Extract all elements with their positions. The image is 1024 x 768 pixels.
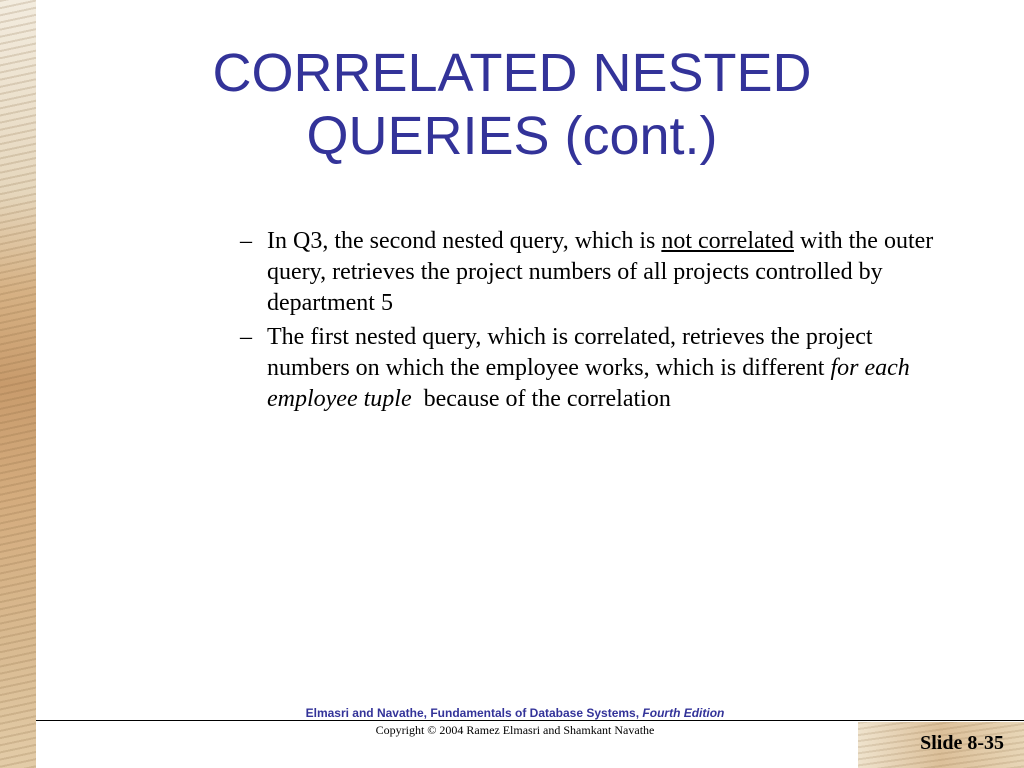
book-reference: Elmasri and Navathe, Fundamentals of Database Systems, bbox=[305, 706, 643, 720]
slide-title bbox=[60, 42, 964, 168]
bullet-item bbox=[240, 322, 940, 415]
slide-number: Slide 8-35 bbox=[920, 732, 1004, 754]
decorative-sand-strip bbox=[0, 0, 36, 768]
bullet-item bbox=[240, 226, 940, 319]
slide-number-box bbox=[858, 722, 1024, 768]
title-line-2: QUERIES (cont.) bbox=[306, 106, 718, 166]
book-edition: Fourth Edition bbox=[642, 706, 725, 720]
footer-book-title bbox=[0, 706, 1024, 720]
footer-divider bbox=[36, 720, 1024, 721]
bullet-text-continued: with the outer query, retrieves the project numbers of all projects controlled by department 5 bbox=[267, 228, 934, 316]
italic-phrase: for each employee tuple bbox=[267, 355, 910, 412]
bullet-list bbox=[240, 226, 940, 418]
dash-bullet-marker: – bbox=[240, 228, 252, 254]
dash-bullet-marker: – bbox=[240, 324, 252, 350]
copyright-notice: Copyright © 2004 Ramez Elmasri and Shamkant Navathe bbox=[375, 723, 655, 737]
title-line-1: CORRELATED NESTED bbox=[212, 43, 812, 103]
bullet-text: The first nested query, which is correlated, retrieves the project numbers on which the employee works, which is different bbox=[267, 324, 873, 381]
bullet-text: In Q3, the second nested query, which is bbox=[267, 228, 662, 254]
underlined-phrase: not correlated bbox=[661, 228, 794, 254]
bullet-text-continued: because of the correlation bbox=[411, 386, 671, 412]
